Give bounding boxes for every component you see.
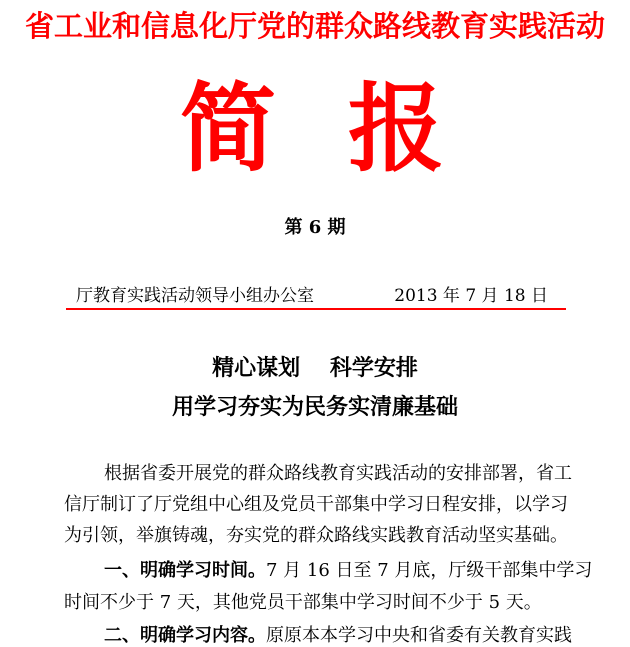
article-headline-line-2: 用学习夯实为民务实清廉基础 <box>171 394 458 420</box>
section-item-1-continuation: 时间不少于 7 天，其他党员干部集中学习时间不少于 5 天。 <box>64 592 542 613</box>
body-paragraph-line: 为引领，举旗铸魂，夯实党的群众路线实践教育活动坚实基础。 <box>64 525 568 546</box>
issue-date: 2013 年 7 月 18 日 <box>394 286 548 306</box>
red-divider-rule <box>66 308 566 310</box>
section-item-1-line <box>104 556 614 582</box>
body-paragraph-line: 根据省委开展党的群众路线教育实践活动的安排部署，省工 <box>104 463 572 484</box>
section-heading-study-content: 二、明确学习内容。 <box>104 625 266 646</box>
issue-number: 第 6 期 <box>284 217 346 238</box>
section-item-2-line <box>104 621 614 647</box>
article-headline-line-1: 精心谋划 科学安排 <box>212 355 418 381</box>
bulletin-title-char-2: 报 <box>348 72 444 185</box>
issuer-name: 厅教育实践活动领导小组办公室 <box>76 286 314 306</box>
section-item-2-text: 原原本本学习中央和省委有关教育实践 <box>266 625 572 646</box>
bulletin-title-char-1: 简 <box>180 72 276 185</box>
masthead-org-title: 省工业和信息化厅党的群众路线教育实践活动 <box>24 9 605 43</box>
bulletin-title <box>0 74 630 184</box>
body-paragraph-line: 信厅制订了厅党组中心组及党员干部集中学习日程安排，以学习 <box>64 494 568 515</box>
section-heading-study-time: 一、明确学习时间。 <box>104 560 266 581</box>
section-item-1-text: 7 月 16 日至 7 月底，厅级干部集中学习 <box>266 560 593 581</box>
